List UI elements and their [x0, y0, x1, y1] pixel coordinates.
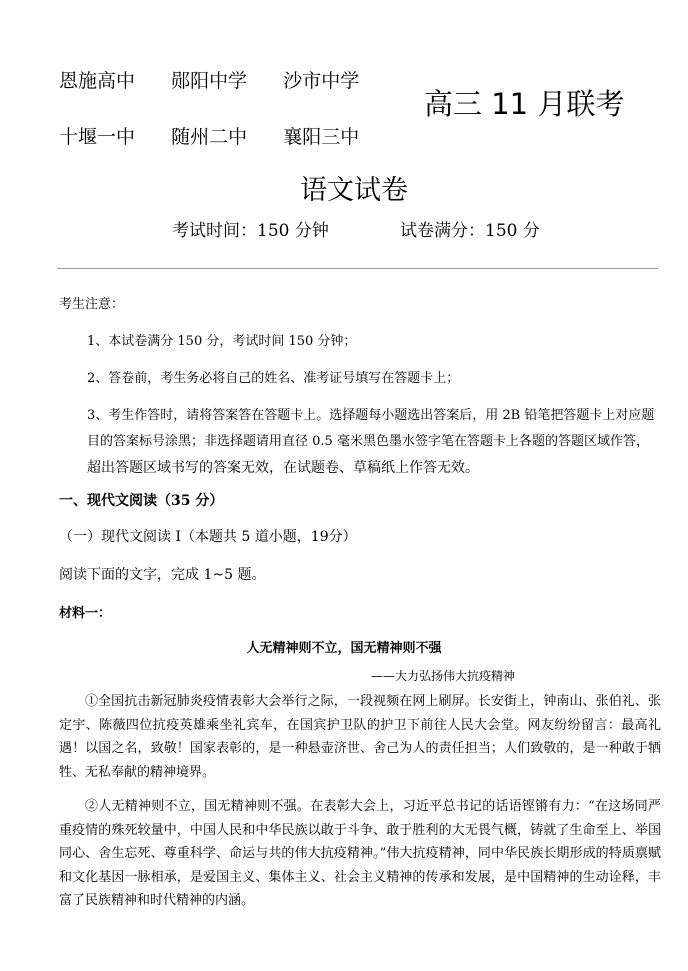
exam-time: 考试时间：150 分钟 — [172, 221, 329, 241]
reading-instruction: 阅读下面的文字，完成 1~5 题。 — [59, 567, 266, 583]
exam-title: 高三 11 月联考 — [424, 87, 625, 121]
material-label: 材料一： — [59, 606, 112, 621]
school-name: 沙市中学 — [283, 70, 360, 92]
school-row-1 — [59, 66, 359, 93]
school-name: 十堰一中 — [59, 126, 136, 148]
school-name: 郧阳中学 — [171, 70, 248, 92]
notice-item-3-emphasis: 超出答题区域书写的答案无效，在试题卷、草稿纸上作答无效。 — [87, 460, 479, 476]
notice-item-3-text: 3、考生作答时，请将答案答在答题卡上。选择题每小题选出答案后，用 2B 铅笔把答题卡上对应题目的答案标号涂黑；非选择题请用直径 0.5 毫米黑色墨水签字笔在答题卡上各题的答题区域作答， — [87, 408, 655, 449]
article-title: 人无精神则不立，国无精神则不强 — [246, 641, 442, 656]
school-row-2 — [59, 122, 359, 149]
school-name: 恩施高中 — [59, 70, 136, 92]
section-subtitle: （一）现代文阅读 I（本题共 5 道小题，19分） — [59, 529, 357, 545]
notice-item-1: 1、本试卷满分 150 分，考试时间 150 分钟； — [87, 334, 357, 349]
notice-heading: 考生注意： — [59, 297, 125, 312]
article-paragraph-1: ①全国抗击新冠肺炎疫情表彰大会举行之际，一段视频在网上刷屏。长安街上，钟南山、张伯礼、张定宇、陈薇四位抗疫英雄乘坐礼宾车，在国宾护卫队的护卫下前往人民大会堂。网友纷纷留言：最高礼遇！以国之名，致敬！国家表彰的，是一种悬壶济世、舍己为人的责任担当；人们致敬的，是一种敢于牺牲、无私奉献的精神境界。 — [59, 694, 661, 780]
school-name: 襄阳三中 — [283, 126, 360, 148]
section-title: 一、现代文阅读（35 分） — [59, 493, 224, 509]
header-divider — [57, 268, 658, 269]
full-score: 试卷满分：150 分 — [400, 221, 540, 241]
notice-item-3 — [87, 403, 662, 482]
subject-title: 语文试卷 — [300, 175, 408, 206]
article-subtitle: ——大力弘扬伟大抗疫精神 — [371, 669, 516, 683]
school-name: 随州二中 — [171, 126, 248, 148]
notice-item-2: 2、答卷前，考生务必将自己的姓名、准考证号填写在答题卡上； — [87, 371, 460, 386]
article-paragraph-2: ②人无精神则不立，国无精神则不强。在表彰大会上，习近平总书记的话语铿锵有力：“在这场同严重疫情的殊死较量中，中国人民和中华民族以敢于斗争、敢于胜利的大无畏气概，铸就了生命至上、举国同心、舍生忘死、尊重科学、命运与共的伟大抗疫精神。”伟大抗疫精神，同中华民族长期形成的特质禀赋和文化基因一脉相承，是爱国主义、集体主义、社会主义精神的传承和发展，是中国精神的生动诠释，丰富了民族精神和时代精神的内涵。 — [59, 799, 661, 908]
